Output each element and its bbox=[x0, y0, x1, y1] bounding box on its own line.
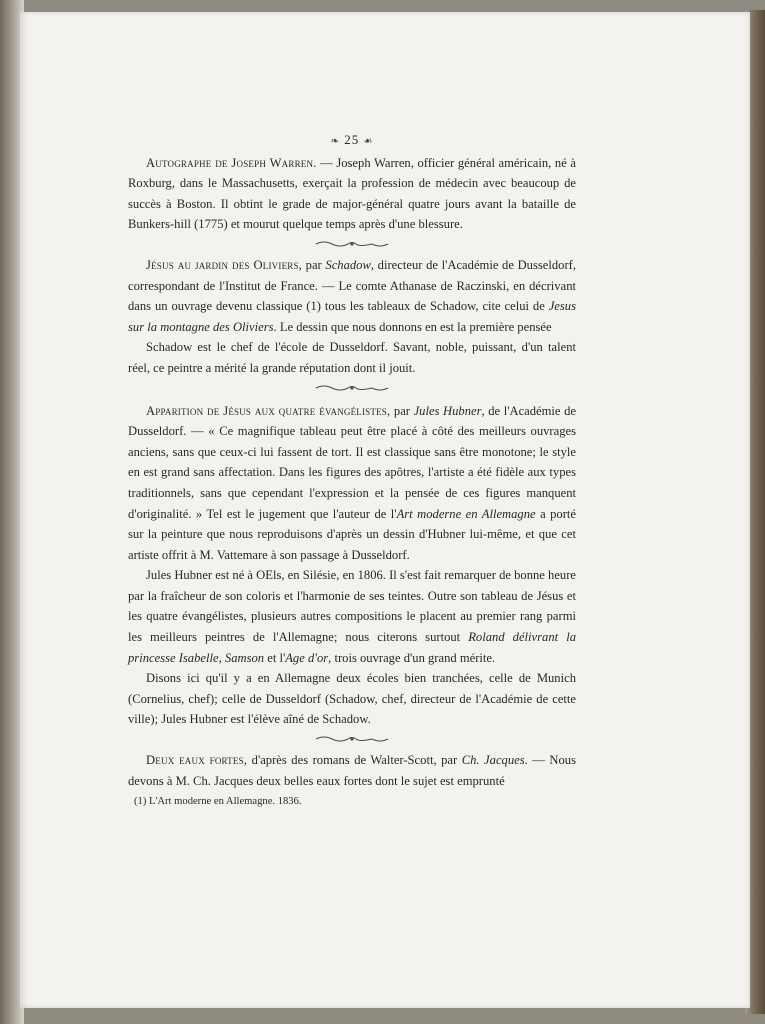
page-number bbox=[128, 130, 576, 153]
paragraph-warren: Autographe de Joseph Warren. — Joseph Warren, officier général américain, né à Roxburg, dans le Massachusetts, exerçait la profession de médecin avec beaucoup de succès à Boston. Il obtint le grade de major-général quatre jours avant la bataille de Bunkers-hill (1775) et mourut quelque temps après d'une blessure. bbox=[128, 155, 576, 232]
paragraph-schadow: Schadow est le chef de l'école de Dusseldorf. Savant, noble, puissant, d'un talent réel, ce peintre a mérité la grande réputation dont il jouit. bbox=[128, 340, 576, 375]
paragraph-ecoles: Disons ici qu'il y a en Allemagne deux écoles bien tranchées, celle de Munich (Cornelius, chef); celle de Dusseldorf (Schadow, chef, directeur de l'Académie de cette ville); Jules Hubner est l'élève aîné de Schadow. bbox=[128, 671, 576, 727]
entry-heading: Apparition de Jésus aux quatre évangélistes, bbox=[146, 403, 391, 418]
right-ornament-icon: ☙ bbox=[363, 136, 374, 147]
paragraph-hubner: Jules Hubner est né à OEls, en Silésie, en 1806. Il s'est fait remarquer de bonne heure par la fraîcheur de son coloris et l'harmonie de ses teintes. Outre son tableau de Jésus et les quatre évangélistes, plusieurs autres compositions le placent au premier rang parmi les meilleurs peintres de l'Allemagne; nous citerons surtout Roland délivrant la princesse Isabelle, Samson et l'Age d'or, trois ouvrage d'un grand mérite. bbox=[128, 568, 576, 665]
ornamental-divider-icon bbox=[314, 734, 390, 744]
left-ornament-icon: ❧ bbox=[330, 136, 340, 147]
footnote: (1) L'Art moderne en Allemagne. 1836. bbox=[134, 796, 302, 808]
text-block bbox=[128, 130, 576, 809]
ornamental-divider-icon bbox=[314, 383, 390, 393]
ornamental-divider-icon bbox=[314, 239, 390, 249]
page-number-value: 25 bbox=[344, 132, 360, 147]
paragraph-apparition: Apparition de Jésus aux quatre évangélistes, par Jules Hubner, de l'Académie de Dusseldorf. — « Ce magnifique tableau peut être placé à côté des meilleurs ouvrages anciens, sans que ceux-ci lui fassent de tort. Il est classique sans être monotone; le style en est grand sans affectation. Dans les figures des apôtres, l'artiste a été fidèle aux types traditionnels, sans que cependant l'expression et la pensée de ces figures manquent d'originalité. » Tel est le jugement que l'auteur de l'Art moderne en Allemagne a porté sur la peinture que nous reproduisons d'après un dessin d'Hubner lui-même, et que cet artiste offrit à M. Vattemare à son passage à Dusseldorf. bbox=[128, 403, 577, 562]
entry-heading: Jésus au jardin des Oliviers, bbox=[146, 257, 303, 272]
book-page bbox=[20, 12, 750, 1008]
paragraph-jesus-jardin: Jésus au jardin des Oliviers, par Schadow, directeur de l'Académie de Dusseldorf, correspondant de l'Institut de France. — Le comte Athanase de Raczinski, en décrivant dans un ouvrage devenu classique (1) tous les tableaux de Schadow, cite celui de Jesus sur la montagne des Oliviers. Le dessin que nous donnons en est la première pensée bbox=[128, 257, 576, 334]
entry-heading: Autographe de Joseph Warren. bbox=[146, 155, 317, 170]
entry-heading: Deux eaux fortes, bbox=[146, 753, 248, 768]
paragraph-eaux-fortes: Deux eaux fortes, d'après des romans de Walter-Scott, par Ch. Jacques. — Nous devons à M. Ch. Jacques deux belles eaux fortes dont le sujet est emprunté bbox=[128, 753, 576, 788]
